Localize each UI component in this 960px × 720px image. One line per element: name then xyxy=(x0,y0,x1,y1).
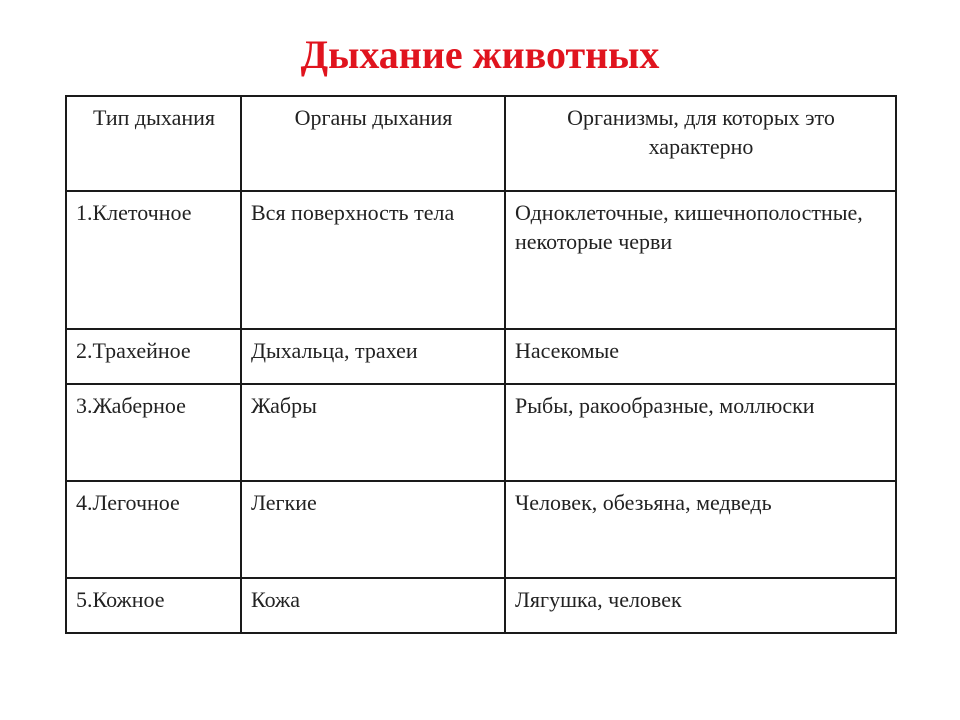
cell-type: 5.Кожное xyxy=(66,578,241,633)
page-title: Дыхание животных xyxy=(300,32,660,77)
cell-organs: Кожа xyxy=(241,578,505,633)
cell-type: 4.Легочное xyxy=(66,481,241,578)
cell-type: 2.Трахейное xyxy=(66,329,241,384)
header-cell-organisms: Организмы, для которых это характерно xyxy=(505,96,896,191)
cell-organs: Вся поверхность тела xyxy=(241,191,505,329)
cell-organisms: Одноклеточные, кишечнополостные, некоторые черви xyxy=(505,191,896,329)
cell-organisms: Лягушка, человек xyxy=(505,578,896,633)
header-cell-type: Тип дыхания xyxy=(66,96,241,191)
header-cell-organs: Органы дыхания xyxy=(241,96,505,191)
cell-organs: Легкие xyxy=(241,481,505,578)
cell-organisms: Человек, обезьяна, медведь xyxy=(505,481,896,578)
cell-organs: Дыхальца, трахеи xyxy=(241,329,505,384)
cell-type: 1.Клеточное xyxy=(66,191,241,329)
respiration-table xyxy=(65,95,897,634)
table-row xyxy=(66,329,896,384)
cell-organisms: Рыбы, ракообразные, моллюски xyxy=(505,384,896,481)
table-row xyxy=(66,578,896,633)
table-header-row xyxy=(66,96,896,191)
cell-type: 3.Жаберное xyxy=(66,384,241,481)
table-row xyxy=(66,191,896,329)
table-row xyxy=(66,384,896,481)
cell-organs: Жабры xyxy=(241,384,505,481)
table-row xyxy=(66,481,896,578)
cell-organisms: Насекомые xyxy=(505,329,896,384)
